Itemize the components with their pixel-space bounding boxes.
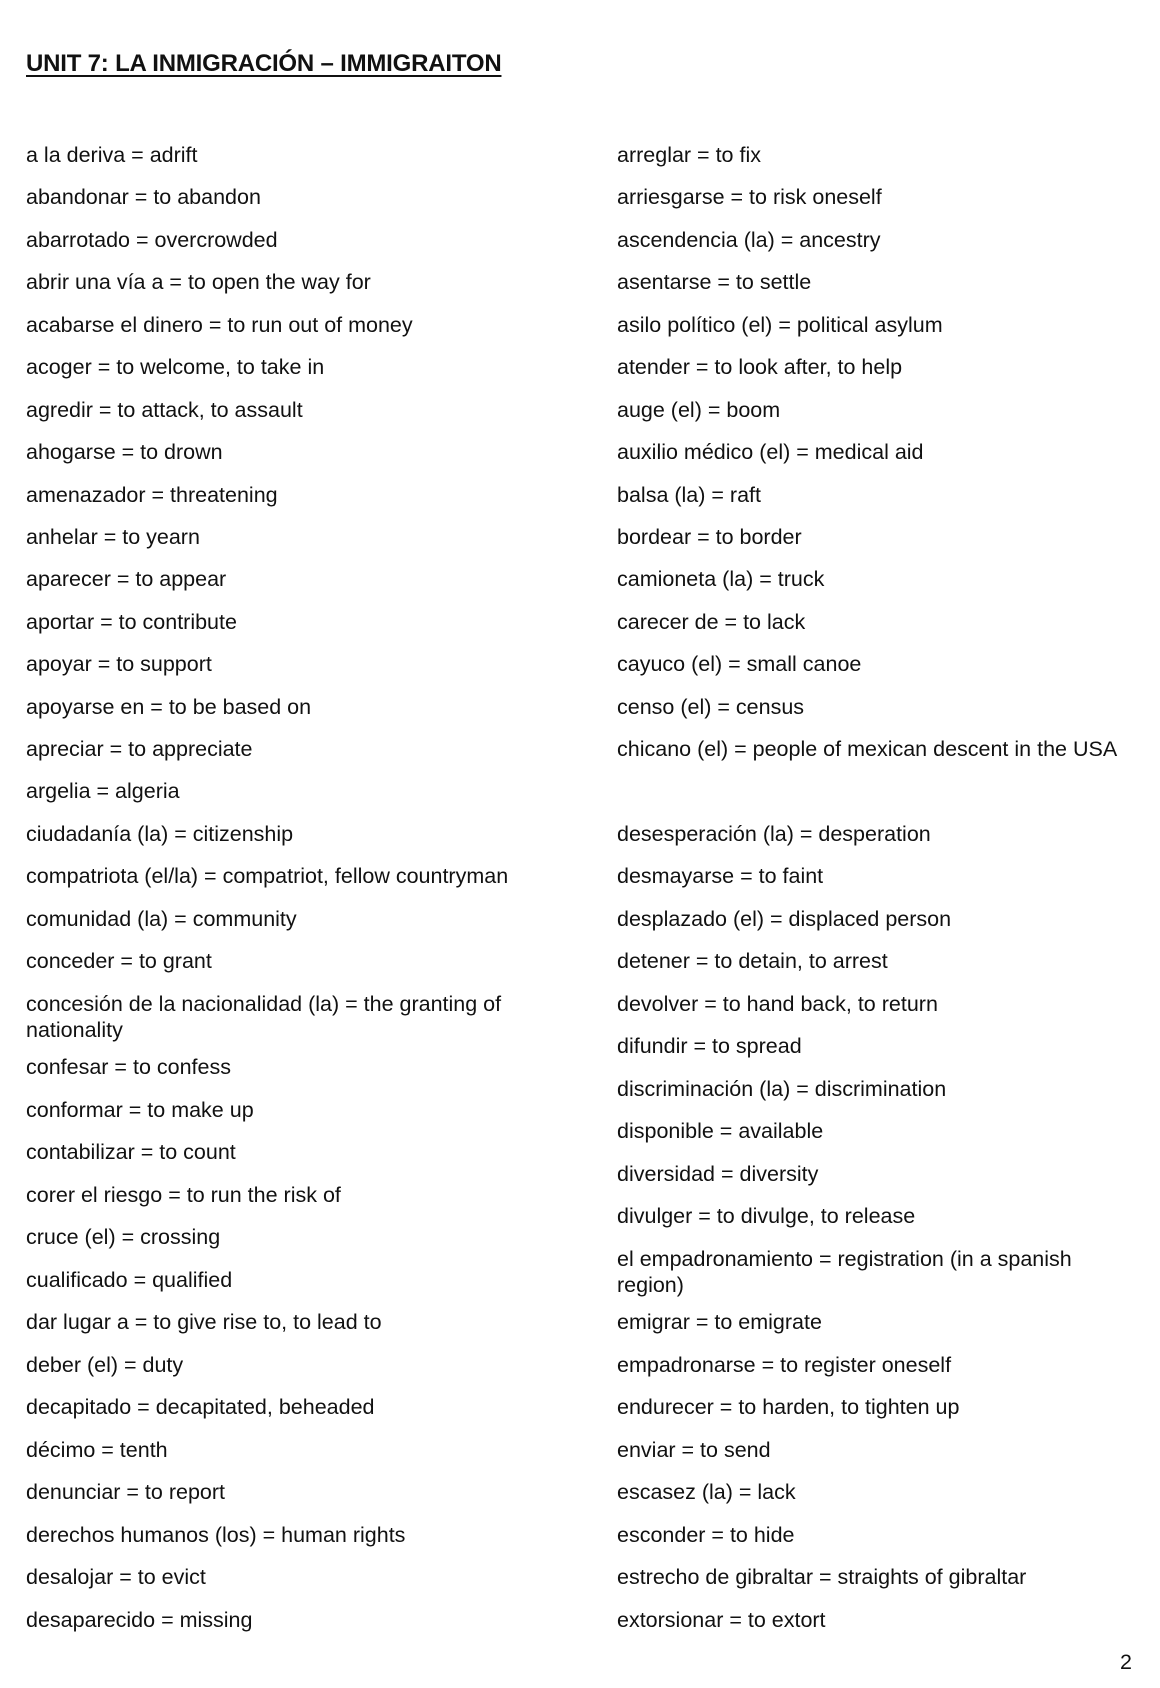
vocabulary-entry: abarrotado = overcrowded — [26, 228, 278, 252]
vocabulary-entry: argelia = algeria — [26, 779, 180, 803]
vocabulary-entry: camioneta (la) = truck — [617, 567, 825, 591]
vocabulary-entry: enviar = to send — [617, 1438, 771, 1462]
vocabulary-entry: cualificado = qualified — [26, 1268, 233, 1292]
vocabulary-entry: dar lugar a = to give rise to, to lead to — [26, 1310, 382, 1334]
vocabulary-entry: apreciar = to appreciate — [26, 737, 253, 761]
vocabulary-entry: endurecer = to harden, to tighten up — [617, 1395, 960, 1419]
vocabulary-entry: carecer de = to lack — [617, 610, 806, 634]
vocabulary-entry: a la deriva = adrift — [26, 143, 198, 167]
vocabulary-entry: diversidad = diversity — [617, 1162, 819, 1186]
vocabulary-entry: balsa (la) = raft — [617, 483, 761, 507]
vocabulary-entry: difundir = to spread — [617, 1034, 802, 1058]
vocabulary-entry: arriesgarse = to risk oneself — [617, 185, 882, 209]
vocabulary-entry: asentarse = to settle — [617, 270, 812, 294]
vocabulary-entry: anhelar = to yearn — [26, 525, 200, 549]
vocabulary-entry: empadronarse = to register oneself — [617, 1353, 952, 1377]
vocabulary-entry: agredir = to attack, to assault — [26, 398, 303, 422]
vocabulary-entry: detener = to detain, to arrest — [617, 949, 888, 973]
vocabulary-entry: atender = to look after, to help — [617, 355, 903, 379]
vocabulary-entry: decapitado = decapitated, beheaded — [26, 1395, 375, 1419]
vocabulary-entry: desesperación (la) = desperation — [617, 822, 931, 846]
vocabulary-entry: estrecho de gibraltar = straights of gibraltar — [617, 1565, 1027, 1589]
vocabulary-entry: comunidad (la) = community — [26, 907, 297, 931]
vocabulary-entry: contabilizar = to count — [26, 1140, 236, 1164]
vocabulary-entry: auge (el) = boom — [617, 398, 781, 422]
vocabulary-entry: arreglar = to fix — [617, 143, 761, 167]
vocabulary-entry: cayuco (el) = small canoe — [617, 652, 862, 676]
vocabulary-entry: disponible = available — [617, 1119, 824, 1143]
vocabulary-entry: aparecer = to appear — [26, 567, 227, 591]
vocabulary-entry: denunciar = to report — [26, 1480, 226, 1504]
vocabulary-entry: décimo = tenth — [26, 1438, 168, 1462]
vocabulary-entry: ascendencia (la) = ancestry — [617, 228, 881, 252]
vocabulary-entry: ahogarse = to drown — [26, 440, 223, 464]
vocabulary-entry: censo (el) = census — [617, 695, 805, 719]
vocabulary-entry: concesión de la nacionalidad (la) = the granting of nationality — [26, 992, 502, 1042]
vocabulary-entry: divulger = to divulge, to release — [617, 1204, 916, 1228]
vocabulary-entry: asilo político (el) = political asylum — [617, 313, 943, 337]
vocabulary-entry: chicano (el) = people of mexican descent in the USA — [617, 737, 1118, 761]
vocabulary-entry: discriminación (la) = discrimination — [617, 1077, 947, 1101]
vocabulary-entry: escasez (la) = lack — [617, 1480, 796, 1504]
vocabulary-entry: desmayarse = to faint — [617, 864, 824, 888]
vocabulary-entry: auxilio médico (el) = medical aid — [617, 440, 924, 464]
vocabulary-entry: confesar = to confess — [26, 1055, 231, 1079]
vocabulary-entry: emigrar = to emigrate — [617, 1310, 822, 1334]
vocabulary-entry: conceder = to grant — [26, 949, 212, 973]
vocabulary-entry: bordear = to border — [617, 525, 802, 549]
vocabulary-entry: desaparecido = missing — [26, 1608, 253, 1632]
vocabulary-entry: abrir una vía a = to open the way for — [26, 270, 371, 294]
vocabulary-entry: corer el riesgo = to run the risk of — [26, 1183, 341, 1207]
vocabulary-entry: compatriota (el/la) = compatriot, fellow countryman — [26, 864, 509, 888]
vocabulary-entry: amenazador = threatening — [26, 483, 278, 507]
vocabulary-entry: devolver = to hand back, to return — [617, 992, 938, 1016]
vocabulary-entry: apoyar = to support — [26, 652, 212, 676]
vocabulary-entry: acoger = to welcome, to take in — [26, 355, 325, 379]
vocabulary-entry: deber (el) = duty — [26, 1353, 184, 1377]
vocabulary-entry: cruce (el) = crossing — [26, 1225, 221, 1249]
page-number: 2 — [1120, 1650, 1132, 1674]
vocabulary-entry: ciudadanía (la) = citizenship — [26, 822, 294, 846]
vocabulary-entry: acabarse el dinero = to run out of money — [26, 313, 413, 337]
vocabulary-entry: derechos humanos (los) = human rights — [26, 1523, 406, 1547]
vocabulary-entry: desplazado (el) = displaced person — [617, 907, 952, 931]
vocabulary-entry: el empadronamiento = registration (in a spanish region) — [617, 1247, 1072, 1297]
vocabulary-entry: abandonar = to abandon — [26, 185, 261, 209]
vocabulary-entry: desalojar = to evict — [26, 1565, 206, 1589]
vocabulary-entry: extorsionar = to extort — [617, 1608, 826, 1632]
vocabulary-entry: esconder = to hide — [617, 1523, 795, 1547]
page-title: UNIT 7: LA INMIGRACIÓN – IMMIGRAITON — [26, 50, 502, 77]
vocabulary-entry: conformar = to make up — [26, 1098, 254, 1122]
vocabulary-entry: aportar = to contribute — [26, 610, 237, 634]
vocabulary-entry: apoyarse en = to be based on — [26, 695, 312, 719]
